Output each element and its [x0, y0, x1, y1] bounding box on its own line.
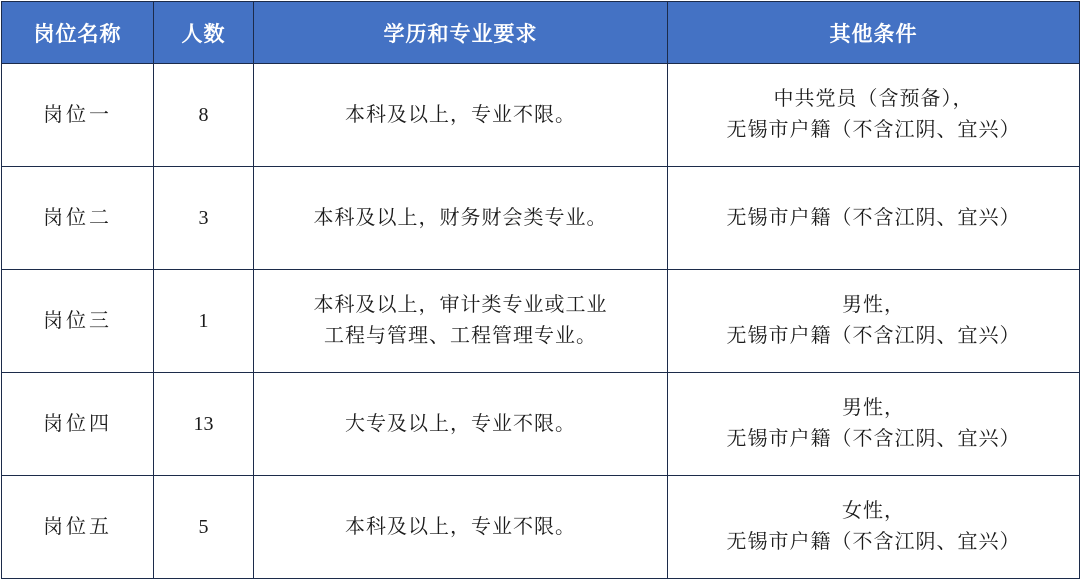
- text-line: 无锡市户籍（不含江阴、宜兴）: [726, 531, 1021, 553]
- cell-other-conditions: [668, 270, 1080, 373]
- cell-position-name: 岗位二: [2, 167, 154, 270]
- cell-position-name: 岗位五: [2, 476, 154, 579]
- job-requirements-table: [1, 1, 1080, 579]
- table-row: [2, 270, 1080, 373]
- text-line: 工程与管理、工程管理专业。: [324, 325, 597, 347]
- cell-education-major: [254, 476, 668, 579]
- cell-other-conditions: [668, 167, 1080, 270]
- table-header: [2, 2, 1080, 64]
- text-line: 大专及以上，专业不限。: [345, 412, 576, 435]
- text-line: 无锡市户籍（不含江阴、宜兴）: [726, 119, 1021, 141]
- table-body: [2, 64, 1080, 579]
- job-requirements-table-container: [0, 1, 1080, 583]
- cell-headcount: 1: [154, 270, 254, 373]
- table-row: [2, 64, 1080, 167]
- cell-headcount: 3: [154, 167, 254, 270]
- text-line: 本科及以上，专业不限。: [345, 103, 576, 126]
- cell-headcount: 8: [154, 64, 254, 167]
- cell-other-conditions: [668, 64, 1080, 167]
- cell-position-name: 岗位一: [2, 64, 154, 167]
- cell-other-conditions: [668, 476, 1080, 579]
- text-line: 无锡市户籍（不含江阴、宜兴）: [726, 428, 1021, 450]
- text-line: 无锡市户籍（不含江阴、宜兴）: [726, 325, 1021, 347]
- cell-position-name: 岗位四: [2, 373, 154, 476]
- column-header-education-major: 学历和专业要求: [254, 2, 668, 64]
- column-header-headcount: 人数: [154, 2, 254, 64]
- cell-headcount: 13: [154, 373, 254, 476]
- table-row: [2, 373, 1080, 476]
- text-line: 无锡市户籍（不含江阴、宜兴）: [726, 206, 1021, 229]
- text-line: 中共党员（含预备），: [773, 88, 974, 110]
- cell-other-conditions: [668, 373, 1080, 476]
- table-header-row: [2, 2, 1080, 64]
- text-line: 本科及以上，审计类专业或工业: [313, 294, 608, 316]
- column-header-position-name: 岗位名称: [2, 2, 154, 64]
- cell-position-name: 岗位三: [2, 270, 154, 373]
- cell-education-major: [254, 270, 668, 373]
- table-row: [2, 167, 1080, 270]
- cell-education-major: [254, 167, 668, 270]
- text-line: 本科及以上，专业不限。: [345, 515, 576, 538]
- cell-education-major: [254, 64, 668, 167]
- text-line: 男性，: [842, 397, 905, 419]
- column-header-other-conditions: 其他条件: [668, 2, 1080, 64]
- cell-headcount: 5: [154, 476, 254, 579]
- table-row: [2, 476, 1080, 579]
- cell-education-major: [254, 373, 668, 476]
- text-line: 男性，: [842, 294, 905, 316]
- text-line: 女性，: [842, 500, 905, 522]
- text-line: 本科及以上，财务财会类专业。: [313, 206, 608, 229]
